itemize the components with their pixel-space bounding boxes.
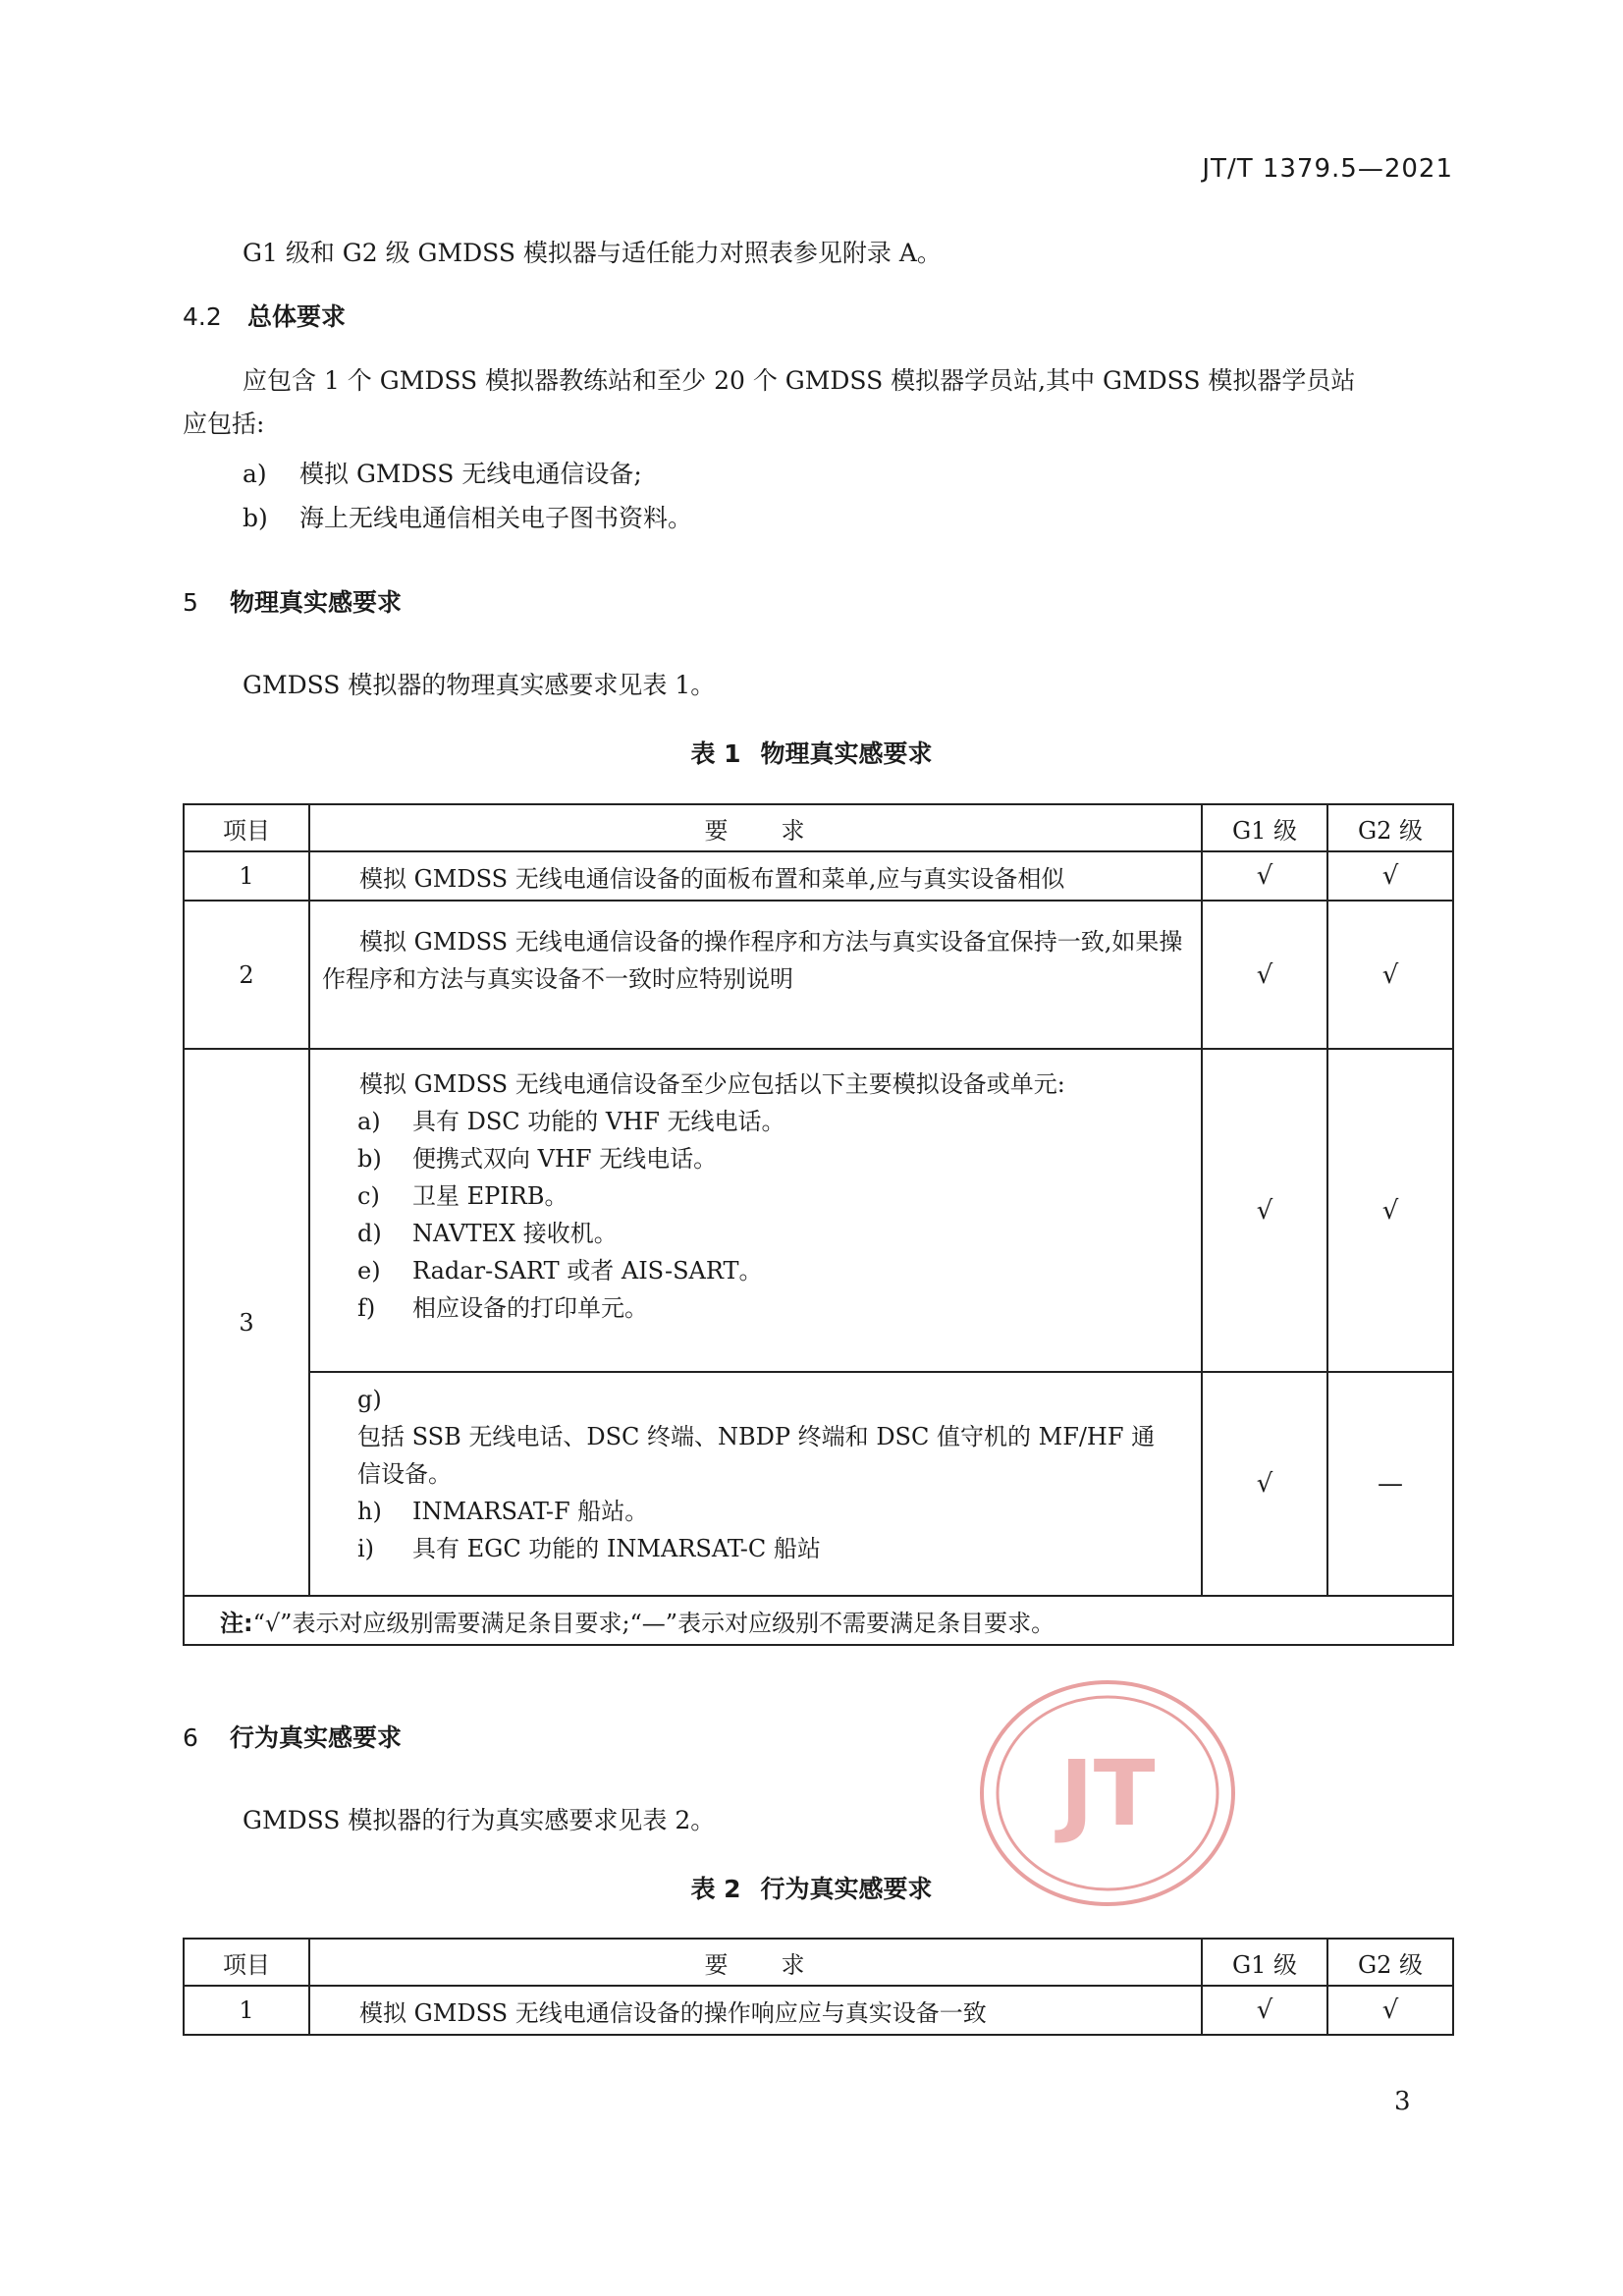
row-item: 1 — [184, 1986, 309, 2035]
list-label: a) — [243, 460, 267, 488]
document-id: JT/T 1379.5—2021 — [1202, 154, 1453, 184]
row-requirement — [309, 1372, 1202, 1596]
table-row — [184, 1372, 1453, 1596]
table-note-row — [184, 1596, 1453, 1645]
sub-item — [322, 1252, 1189, 1289]
table-row — [184, 1049, 1453, 1372]
sub-text: 相应设备的打印单元。 — [412, 1293, 648, 1322]
row-requirement — [309, 901, 1202, 1049]
sub-label: i) — [357, 1535, 375, 1562]
header-g1: G1 级 — [1202, 1939, 1327, 1986]
check-mark: √ — [1202, 1049, 1327, 1372]
table-2 — [183, 1938, 1454, 2036]
table-row — [184, 851, 1453, 901]
header-g2: G2 级 — [1327, 1939, 1453, 1986]
section-title: 总体要求 — [247, 302, 347, 331]
list-item — [243, 499, 692, 534]
requirement-line: 模拟 GMDSS 无线电通信设备的操作程序和方法与真实设备宜保持一致,如果操 — [359, 927, 1183, 956]
header-item: 项目 — [184, 804, 309, 851]
row-item: 1 — [184, 851, 309, 901]
sub-item — [322, 1103, 1189, 1140]
page-number: 3 — [1394, 2087, 1411, 2116]
sub-label: e) — [357, 1256, 381, 1285]
row-requirement: 模拟 GMDSS 无线电通信设备的面板布置和菜单,应与真实设备相似 — [309, 851, 1202, 901]
check-mark: √ — [1327, 901, 1453, 1049]
sub-label: b) — [357, 1144, 382, 1173]
list-label: b) — [243, 504, 268, 532]
sub-text: 具有 DSC 功能的 VHF 无线电话。 — [412, 1107, 785, 1135]
sub-item — [322, 1215, 1189, 1252]
header-item: 项目 — [184, 1939, 309, 1986]
sub-text: 便携式双向 VHF 无线电话。 — [412, 1144, 718, 1173]
sub-item — [322, 1530, 1189, 1567]
caption-number: 表 1 — [690, 739, 741, 768]
list-text: 海上无线电通信相关电子图书资料。 — [299, 504, 693, 532]
list-text: 模拟 GMDSS 无线电通信设备; — [299, 460, 642, 488]
sub-item — [322, 1177, 1189, 1215]
section-6-paragraph: GMDSS 模拟器的行为真实感要求见表 2。 — [243, 1806, 716, 1834]
sub-text: INMARSAT-F 船站。 — [412, 1498, 649, 1525]
header-requirement: 要 求 — [309, 804, 1202, 851]
sub-text: Radar-SART 或者 AIS-SART。 — [412, 1256, 763, 1285]
table-row — [184, 1986, 1453, 2035]
caption-title: 物理真实感要求 — [760, 739, 933, 768]
sub-item — [322, 1381, 1189, 1493]
row-item: 2 — [184, 901, 309, 1049]
section-number: 4.2 — [183, 302, 222, 331]
check-mark: √ — [1202, 1372, 1327, 1596]
sub-label: d) — [357, 1219, 382, 1247]
section-4-2-para-line2: 应包括: — [183, 410, 265, 438]
table-1 — [183, 803, 1454, 1646]
sub-item — [322, 1493, 1189, 1530]
requirement-line: 作程序和方法与真实设备不一致时应特别说明 — [322, 964, 793, 993]
caption-number: 表 2 — [690, 1875, 741, 1903]
sub-text: 卫星 EPIRB。 — [412, 1181, 568, 1210]
row-requirement: 模拟 GMDSS 无线电通信设备的操作响应应与真实设备一致 — [309, 1986, 1202, 2035]
intro-paragraph: G1 级和 G2 级 GMDSS 模拟器与适任能力对照表参见附录 A。 — [243, 239, 942, 267]
sub-text: NAVTEX 接收机。 — [412, 1219, 618, 1247]
sub-text: 具有 EGC 功能的 INMARSAT-C 船站 — [412, 1535, 821, 1562]
section-5-heading — [183, 583, 402, 619]
caption-title: 行为真实感要求 — [760, 1875, 933, 1903]
section-number: 5 — [183, 588, 198, 617]
sub-label: f) — [357, 1293, 376, 1322]
check-mark: √ — [1202, 1986, 1327, 2035]
dash-mark: — — [1327, 1372, 1453, 1596]
check-mark: √ — [1327, 1986, 1453, 2035]
sub-label: g) — [357, 1386, 382, 1413]
sub-label: h) — [357, 1498, 382, 1525]
sub-text: 包括 SSB 无线电话、DSC 终端、NBDP 终端和 DSC 值守机的 MF/HF 通信设备。 — [357, 1423, 1156, 1488]
sub-item — [322, 1140, 1189, 1177]
section-6-heading — [183, 1719, 402, 1754]
note-text: “√”表示对应级别需要满足条目要求;“—”表示对应级别不需要满足条目要求。 — [252, 1609, 1055, 1637]
header-requirement: 要 求 — [309, 1939, 1202, 1986]
check-mark: √ — [1327, 1049, 1453, 1372]
section-4-2-para-line1: 应包含 1 个 GMDSS 模拟器教练站和至少 20 个 GMDSS 模拟器学员站,其中 GMDSS 模拟器学员站 — [243, 366, 1356, 395]
note-label: 注: — [220, 1609, 253, 1637]
section-number: 6 — [183, 1723, 198, 1752]
table-header-row — [184, 804, 1453, 851]
table-header-row — [184, 1939, 1453, 1986]
check-mark: √ — [1202, 851, 1327, 901]
sub-item — [322, 1289, 1189, 1327]
table-row — [184, 901, 1453, 1049]
check-mark: √ — [1327, 851, 1453, 901]
row-requirement — [309, 1049, 1202, 1372]
stamp-text: JT — [1059, 1741, 1156, 1846]
section-4-2-heading — [183, 298, 346, 333]
sub-label: a) — [357, 1107, 381, 1135]
table-2-caption — [0, 1870, 1623, 1905]
header-g1: G1 级 — [1202, 804, 1327, 851]
table-note — [184, 1596, 1453, 1645]
requirement-line: 模拟 GMDSS 无线电通信设备至少应包括以下主要模拟设备或单元: — [359, 1069, 1065, 1098]
header-g2: G2 级 — [1327, 804, 1453, 851]
list-item — [243, 455, 642, 490]
section-title: 物理真实感要求 — [230, 588, 403, 617]
sub-label: c) — [357, 1181, 380, 1210]
row-item: 3 — [184, 1049, 309, 1596]
section-title: 行为真实感要求 — [230, 1723, 403, 1752]
check-mark: √ — [1202, 901, 1327, 1049]
table-1-caption — [0, 735, 1623, 770]
section-5-paragraph: GMDSS 模拟器的物理真实感要求见表 1。 — [243, 671, 716, 699]
